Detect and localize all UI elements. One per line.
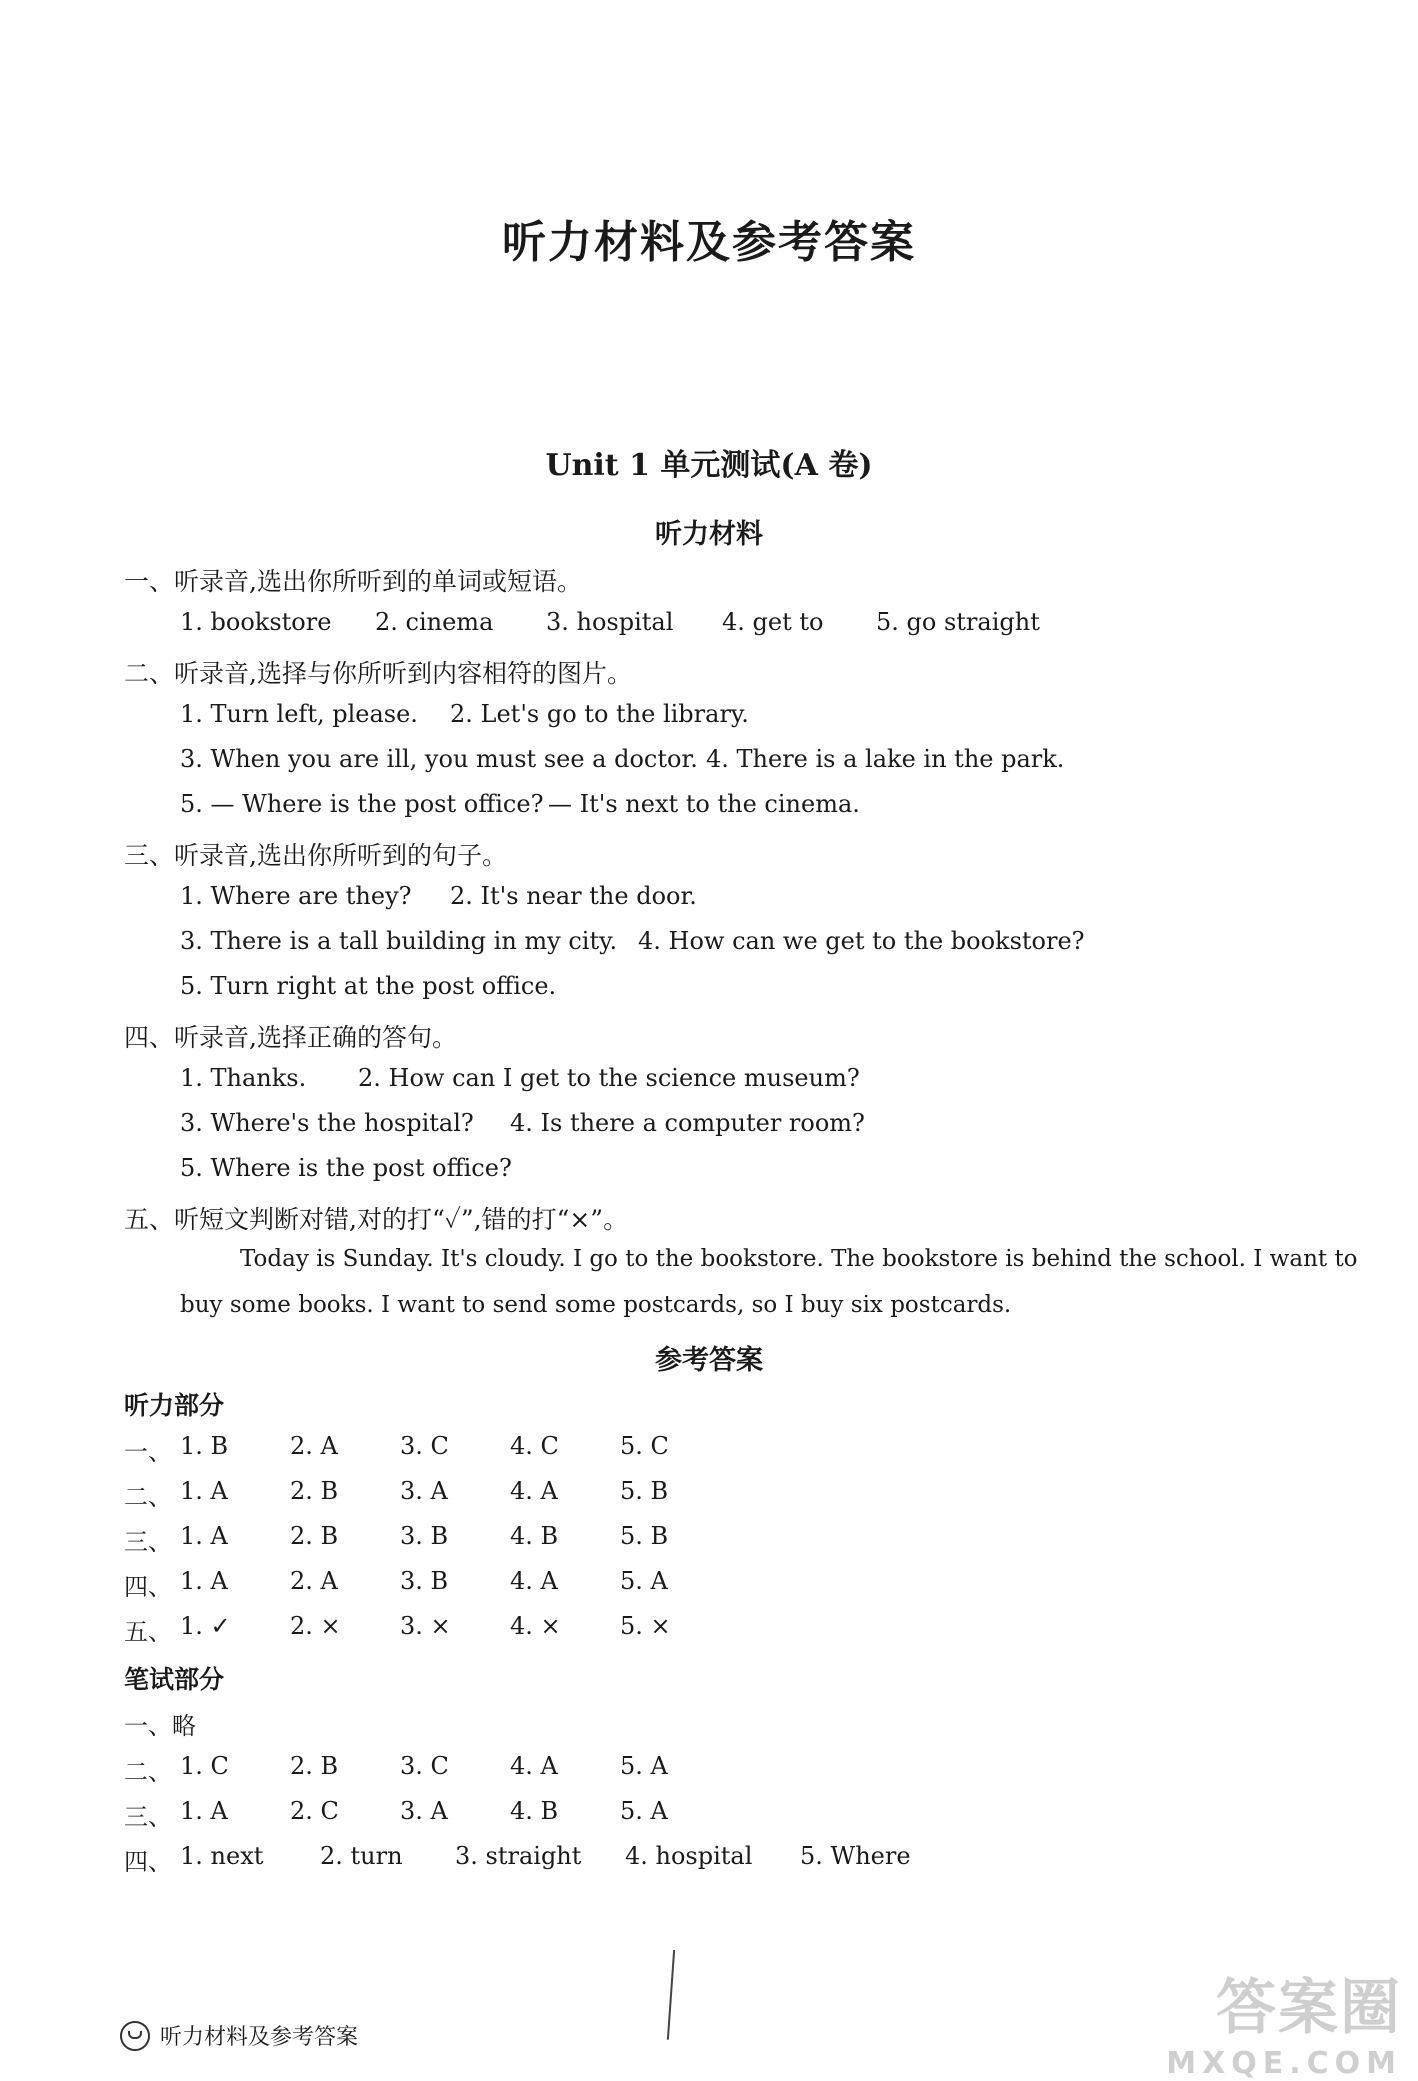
headphone-icon	[120, 2021, 150, 2051]
answer-cell: 5. Where	[800, 1842, 911, 1870]
section-3-item: 2. It's near the door.	[450, 882, 697, 910]
answer-cell: 5. A	[620, 1797, 668, 1825]
section-3-heading: 三、听录音,选出你所听到的句子。	[124, 841, 507, 870]
section-4-item: 3. Where's the hospital?	[180, 1109, 474, 1137]
written-answer-row: 一、略	[124, 1712, 196, 1740]
answer-cell: 4. C	[510, 1432, 559, 1460]
answer-row-number: 四、	[124, 1848, 172, 1876]
answer-cell: 5. ×	[620, 1612, 671, 1640]
section-4-item: 4. Is there a computer room?	[510, 1109, 865, 1137]
answer-row-number: 二、	[124, 1758, 172, 1786]
answer-row-number: 二、	[124, 1483, 172, 1511]
watermark-logo: 答案圈	[1216, 1973, 1402, 2043]
section-2-item: 3. When you are ill, you must see a doctor.	[180, 745, 698, 773]
answer-cell: 2. A	[290, 1567, 338, 1595]
answer-cell: 5. A	[620, 1752, 668, 1780]
section-4-heading: 四、听录音,选择正确的答句。	[124, 1023, 457, 1052]
answer-cell: 2. ×	[290, 1612, 341, 1640]
answer-cell: 5. B	[620, 1477, 669, 1505]
section-4-item: 5. Where is the post office?	[180, 1154, 512, 1182]
answer-cell: 1. A	[180, 1567, 228, 1595]
answer-cell: 4. B	[510, 1522, 559, 1550]
answer-cell: 2. C	[290, 1797, 339, 1825]
answer-cell: 4. A	[510, 1567, 558, 1595]
section-1-heading: 一、听录音,选出你所听到的单词或短语。	[124, 567, 582, 596]
answer-row-number: 五、	[124, 1618, 172, 1646]
answer-cell: 4. A	[510, 1752, 558, 1780]
answer-cell: 3. A	[400, 1797, 448, 1825]
written-part-label: 笔试部分	[124, 1665, 225, 1694]
section-5-paragraph: buy some books. I want to send some postcards, so I buy six postcards.	[180, 1292, 1012, 1318]
answer-cell: 1. C	[180, 1752, 229, 1780]
watermark-url: MXQE.COM	[1166, 2046, 1402, 2081]
answer-cell: 3. straight	[455, 1842, 582, 1870]
answer-cell: 3. B	[400, 1522, 449, 1550]
answer-cell: 5. B	[620, 1522, 669, 1550]
answer-cell: 1. A	[180, 1522, 228, 1550]
answer-row-number: 四、	[124, 1573, 172, 1601]
section-2-item: 2. Let's go to the library.	[450, 700, 749, 728]
section-2-item: 4. There is a lake in the park.	[706, 745, 1065, 773]
section-4-item: 1. Thanks.	[180, 1064, 307, 1092]
page-title: 听力材料及参考答案	[502, 217, 916, 268]
answer-row-number: 一、	[124, 1438, 172, 1466]
section-3-item: 4. How can we get to the bookstore?	[638, 927, 1085, 955]
section-2-item: — It's next to the cinema.	[548, 790, 860, 818]
answer-cell: 3. ×	[400, 1612, 451, 1640]
section-1-item: 2. cinema	[375, 608, 494, 636]
answer-cell: 1. A	[180, 1477, 228, 1505]
answer-cell: 2. B	[290, 1752, 339, 1780]
answer-cell: 4. B	[510, 1797, 559, 1825]
listening-material-title: 听力材料	[655, 519, 763, 550]
answer-row-number: 三、	[124, 1803, 172, 1831]
unit-title: Unit 1 单元测试(A 卷)	[545, 448, 873, 483]
section-1-item: 4. get to	[722, 608, 824, 636]
section-1-item: 1. bookstore	[180, 608, 332, 636]
answer-cell: 2. turn	[320, 1842, 403, 1870]
answers-title: 参考答案	[655, 1345, 763, 1376]
answer-row-number: 三、	[124, 1528, 172, 1556]
section-5-heading: 五、听短文判断对错,对的打“✓”,错的打“×”。	[124, 1205, 629, 1234]
answer-cell: 4. hospital	[625, 1842, 753, 1870]
listening-part-label: 听力部分	[124, 1391, 225, 1420]
answer-cell: 1. next	[180, 1842, 264, 1870]
footer-label: 听力材料及参考答案	[160, 2025, 359, 2050]
answer-cell: 3. C	[400, 1432, 449, 1460]
answer-cell: 4. ×	[510, 1612, 561, 1640]
section-2-item: 1. Turn left, please.	[180, 700, 418, 728]
section-2-item: 5. — Where is the post office?	[180, 790, 544, 818]
answer-cell: 3. A	[400, 1477, 448, 1505]
answer-cell: 4. A	[510, 1477, 558, 1505]
answer-cell: 3. C	[400, 1752, 449, 1780]
answer-cell: 1. A	[180, 1797, 228, 1825]
answer-cell: 3. B	[400, 1567, 449, 1595]
answer-cell: 5. C	[620, 1432, 669, 1460]
watermark	[1166, 1960, 1402, 2081]
section-3-item: 5. Turn right at the post office.	[180, 972, 557, 1000]
answer-cell: 2. B	[290, 1522, 339, 1550]
pen-mark	[667, 1950, 681, 2040]
answer-cell: 1. B	[180, 1432, 229, 1460]
section-1-item: 5. go straight	[876, 608, 1040, 636]
answer-cell: 2. A	[290, 1432, 338, 1460]
section-4-item: 2. How can I get to the science museum?	[358, 1064, 860, 1092]
section-1-item: 3. hospital	[546, 608, 674, 636]
footer	[120, 2020, 358, 2051]
section-5-paragraph: Today is Sunday. It's cloudy. I go to the bookstore. The bookstore is behind the school. I want to	[240, 1246, 1358, 1272]
section-3-item: 3. There is a tall building in my city.	[180, 927, 618, 955]
answer-cell: 2. B	[290, 1477, 339, 1505]
answer-cell: 1. ✓	[180, 1612, 231, 1640]
section-3-item: 1. Where are they?	[180, 882, 412, 910]
answer-cell: 5. A	[620, 1567, 668, 1595]
section-2-heading: 二、听录音,选择与你所听到内容相符的图片。	[124, 659, 632, 688]
